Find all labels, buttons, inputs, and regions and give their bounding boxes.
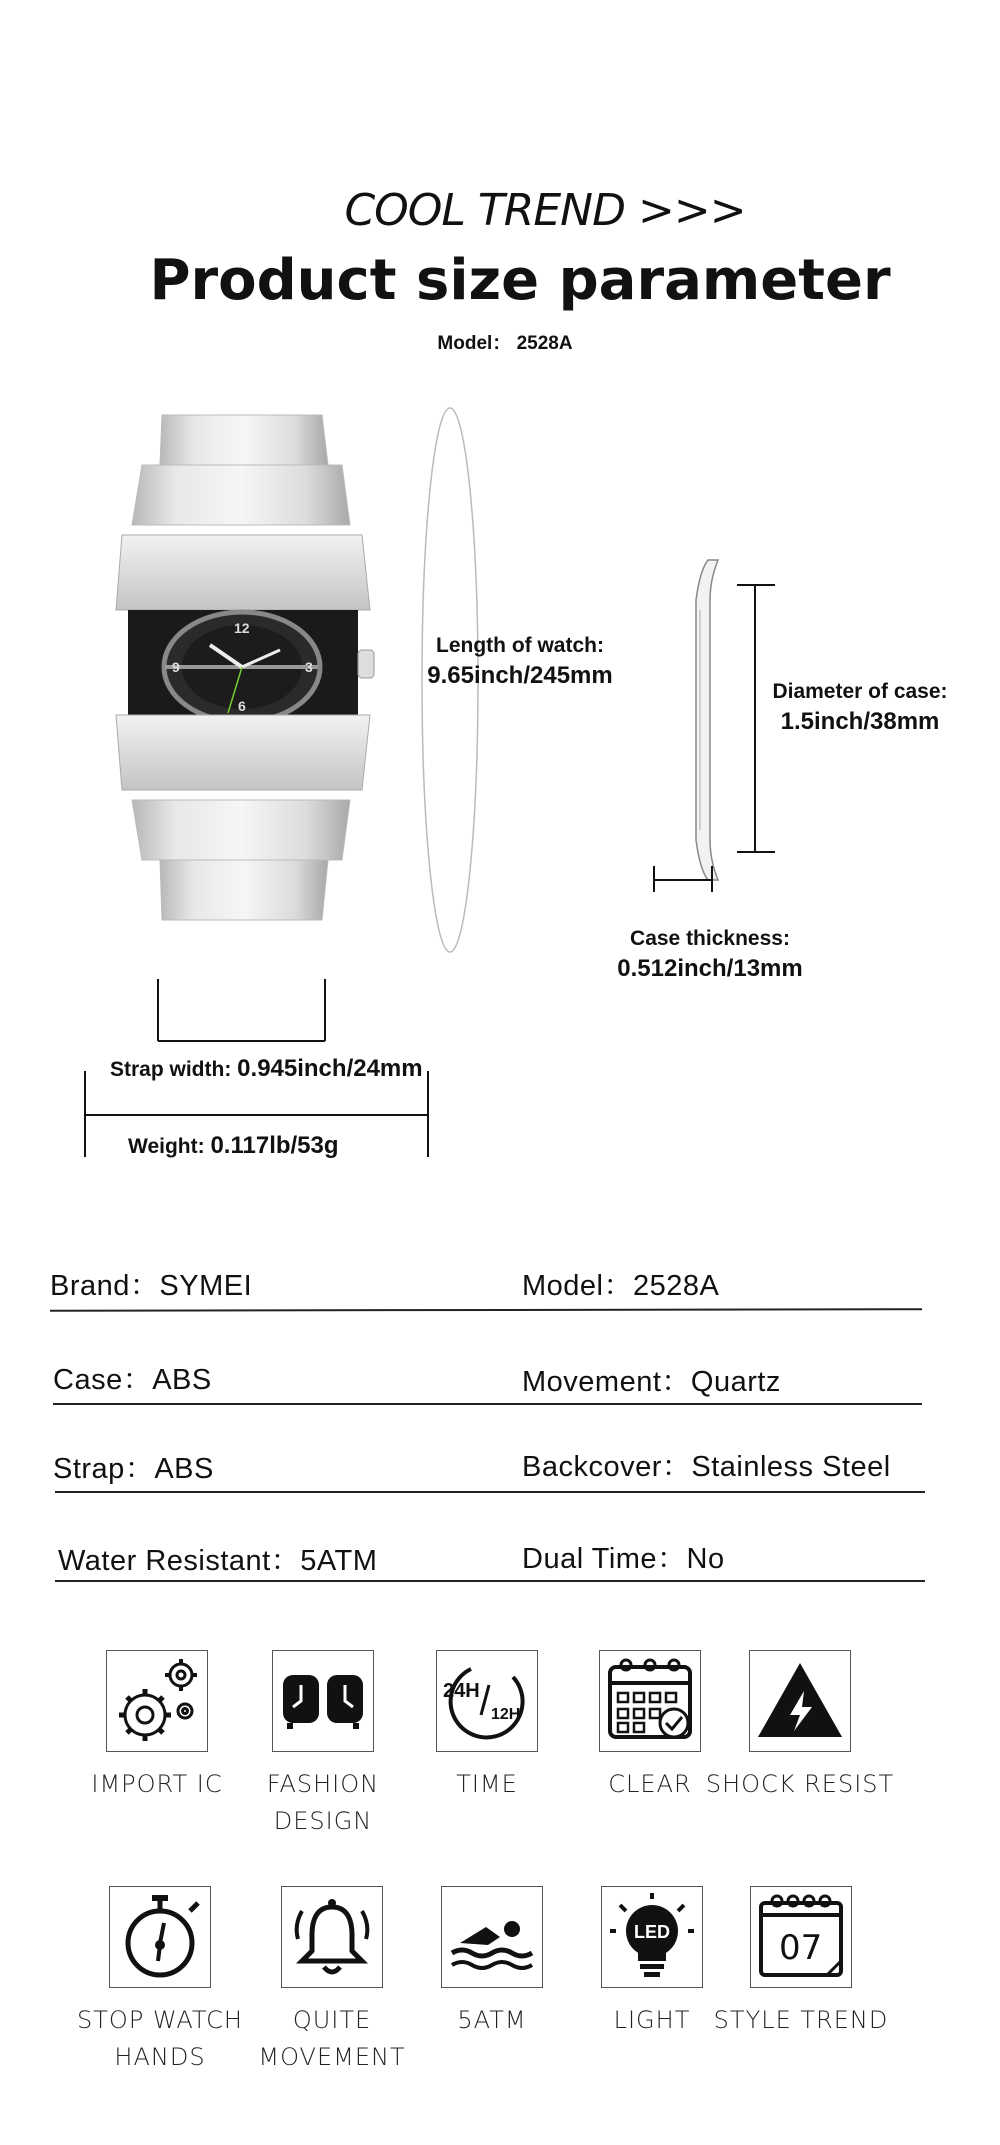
page-title: Product size parameter [149,248,891,313]
feature-fashion-design [228,1650,418,1840]
spec-divider [55,1491,925,1493]
calendar-check-icon [599,1650,701,1752]
feature-time [392,1650,582,1803]
strap-label: Strap width: [110,1058,232,1081]
spec-divider [50,1308,922,1312]
strap-value: 0.945inch/24mm [237,1055,423,1082]
feature-shock-resist [705,1650,895,1803]
spec-dual-time: Dual Time：No [522,1543,725,1575]
dial-numeral-9: 9 [172,659,180,675]
tagline: COOL TREND >>> [344,185,746,236]
dial-numeral-12: 12 [234,620,250,636]
feature-stop-watch-hands [65,1886,255,2076]
lightning-warning-icon [749,1650,851,1752]
spec-divider [55,1580,925,1582]
feature-label: SHOCK RESIST [705,1770,895,1798]
weight-dimension [128,1130,339,1162]
watch-front-image [110,405,380,945]
length-value: 9.65inch/245mm [427,662,613,690]
feature-label: CLEAR [608,1770,692,1798]
24h-12h-icon [436,1650,538,1752]
led-bulb-icon [601,1886,703,1988]
feature-label: LIGHT [613,2006,691,2034]
stopwatch-icon [109,1886,211,1988]
feature-label: TIME [456,1770,518,1798]
feature-label: 5ATM [457,2006,527,2034]
length-label: Length of watch: [436,634,604,657]
feature-import-ic [62,1650,252,1803]
spec-backcover: Backcover：Stainless Steel [522,1451,891,1483]
feature-label: IMPORT IC [91,1770,223,1798]
svg-text:07: 07 [779,1928,823,1968]
gears-icon [106,1650,208,1752]
diameter-dimension [760,678,960,739]
thickness-dimension [595,925,825,986]
thickness-value: 0.512inch/13mm [617,955,803,983]
spec-case: Case：ABS [53,1364,212,1396]
spec-model: Model：2528A [522,1270,720,1302]
weight-label: Weight: [128,1135,205,1158]
spec-strap: Strap：ABS [53,1453,214,1485]
diameter-value: 1.5inch/38mm [780,708,940,736]
spec-movement: Movement：Quartz [522,1366,781,1398]
calendar-07-icon [750,1886,852,1988]
svg-text:12H: 12H [491,1706,521,1723]
feature-label: QUITE MOVEMENT [258,2006,406,2071]
weight-value: 0.117lb/53g [210,1132,339,1159]
svg-text:24H: 24H [443,1680,480,1702]
spec-divider [53,1403,922,1405]
model-caption: Model： 2528A [437,333,573,354]
spec-water-resistant: Water Resistant：5ATM [58,1545,378,1577]
length-dimension [405,632,635,693]
thickness-label: Case thickness: [630,927,790,950]
feature-label: FASHION DESIGN [266,1770,380,1835]
dial-numeral-6: 6 [238,698,246,714]
fashion-design-icon [272,1650,374,1752]
dial-numeral-3: 3 [305,659,313,675]
strap-width-dimension [110,1053,423,1085]
feature-style-trend [706,1886,896,2039]
swimmer-icon [441,1886,543,1988]
svg-text:LED: LED [634,1922,670,1942]
feature-label: STOP WATCH HANDS [77,2006,243,2071]
spec-brand: Brand：SYMEI [50,1270,253,1302]
diameter-label: Diameter of case: [772,680,948,703]
feature-label: STYLE TREND [713,2006,889,2034]
bell-icon [281,1886,383,1988]
